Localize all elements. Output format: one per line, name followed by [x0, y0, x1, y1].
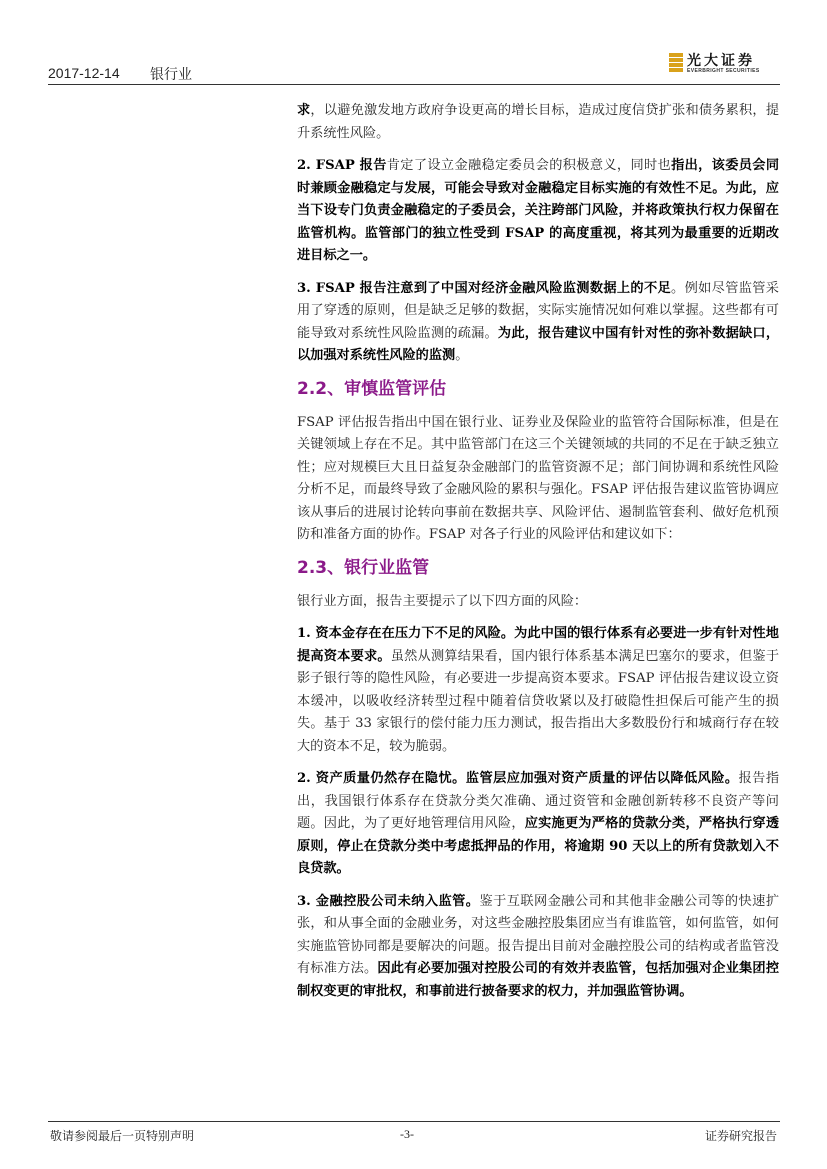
bold-run: 2. 资产质量仍然存在隐忧。监管层应加强对资产质量的评估以降低风险。 — [297, 771, 739, 786]
logo-name-en: EVERBRIGHT SECURITIES — [687, 68, 760, 74]
logo-name-cn: 光大证券 — [687, 53, 755, 69]
footer-divider — [48, 1121, 780, 1122]
report-body — [297, 100, 779, 1003]
text-run: 虽然从测算结果看，国内银行体系基本满足巴塞尔的要求，但鉴于影子银行等的隐性风险，有必要进一步提高资本要求。FSAP 评估报告建议设立资本缓冲，以吸收经济转型过程中随着信贷收紧以及打破隐性担保后可能产生的损失。基于 33 家银行的偿付能力压力测试，报告指出大多数股份行和城商行存在较大的资本不足，较为脆弱。 — [297, 648, 780, 754]
bold-run: 1. 资本金存在在压力下不足的风险。为此中国的银行体系有必要进一步有针对性地提高资本要求。 — [297, 626, 779, 664]
paragraph-fsap-data — [297, 278, 779, 368]
paragraph-fsap-committee — [297, 155, 779, 268]
bold-run: 3. FSAP 报告注意到了中国对经济金融风险监测数据上的不足 — [297, 280, 672, 296]
text-run: 鉴于互联网金融公司和其他非金融公司等的快速扩张，和从事全面的金融业务，对这些金融控股集团应当有谁监管，如何监管，如何实施监管协同都是要解决的问题。报告提出目前对金融控股公司的结构或者监管没有标准方法。 — [297, 893, 780, 976]
bold-run: 指出，该委员会同时兼顾金融稳定与发展，可能会导致对金融稳定目标实施的有效性不足。为此，应当下设专门负责金融稳定的子委员会，关注跨部门风险，并将政策执行权力保留在监管机构。监管部门的独立性受到 FSAP 的高度重视，将其列为最重要的近期改进目标之一。 — [297, 158, 780, 263]
bold-run: 为此，报告建议中国有针对性的弥补数据缺口，以加强对系统性风险的监测 — [297, 325, 780, 363]
bold-run: 2. FSAP 报告 — [297, 158, 387, 173]
bold-run: 3. 金融控股公司未纳入监管。 — [297, 893, 480, 909]
header-divider — [48, 84, 780, 85]
brokerage-logo — [669, 48, 779, 80]
paragraph-capital — [297, 623, 779, 758]
page-number: -3- — [400, 1127, 414, 1141]
text-run: 报告指出，我国银行体系存在贷款分类欠准确、通过资管和金融创新转移不良资产等问题。因此，为了更好地管理信用风险， — [297, 771, 780, 831]
bold-run: 因此有必要加强对控股公司的有效并表监管，包括加强对企业集团控制权变更的审批权，和事前进行披备要求的权力，并加强监管协调。 — [297, 961, 780, 999]
logo-mark-icon — [669, 53, 683, 73]
paragraph-asset-quality — [297, 768, 779, 881]
paragraph-holding-companies — [297, 891, 779, 1004]
text-run: 。 — [455, 348, 469, 363]
bold-run: 求 — [297, 103, 311, 118]
disclaimer-note: 敬请参阅最后一页特别声明 — [50, 1129, 195, 1143]
report-type: 证券研究报告 — [704, 1129, 777, 1143]
section-heading-2-2: 2.2、审慎监管评估 — [297, 378, 447, 399]
report-sector: 银行业 — [150, 67, 192, 83]
paragraph-continuation — [297, 100, 779, 145]
report-date: 2017-12-14 — [48, 65, 120, 81]
text-run: ，以避免激发地方政府争设更高的增长目标，造成过度信贷扩张和债务累积，提升系统性风险。 — [297, 103, 780, 141]
paragraph-banking-intro: 银行业方面，报告主要提示了以下四方面的风险： — [297, 593, 588, 609]
section-heading-2-3: 2.3、银行业监管 — [297, 557, 430, 578]
text-run: 。例如尽管监管采用了穿透的原则，但是缺乏足够的数据，实际实施情况如何难以掌握。这些都有可能导致对系统性风险监测的疏漏。 — [297, 280, 779, 341]
bold-run: 应实施更为严格的贷款分类，严格执行穿透原则，停止在贷款分类中考虑抵押品的作用，将逾期 90 天以上的所有贷款划入不良贷款。 — [297, 816, 780, 876]
paragraph-prudential: FSAP 评估报告指出中国在银行业、证券业及保险业的监管符合国际标准，但是在关键领域上存在不足。其中监管部门在这三个关键领域的共同的不足在于缺乏独立性；应对规模巨大且日益复杂金融部门的监管资源不足；部门间协调和系统性风险分析不足，而最终导致了金融风险的累积与强化。FSAP 评估报告建议监管协调应该从事后的进展讨论转向事前在数据共享、风险评估、遏制监管套利、做好危机预防和准备方面的协作。FSAP 对各子行业的风险评估和建议如下： — [297, 414, 779, 542]
text-run: 肯定了设立金融稳定委员会的积极意义，同时也 — [386, 158, 672, 173]
